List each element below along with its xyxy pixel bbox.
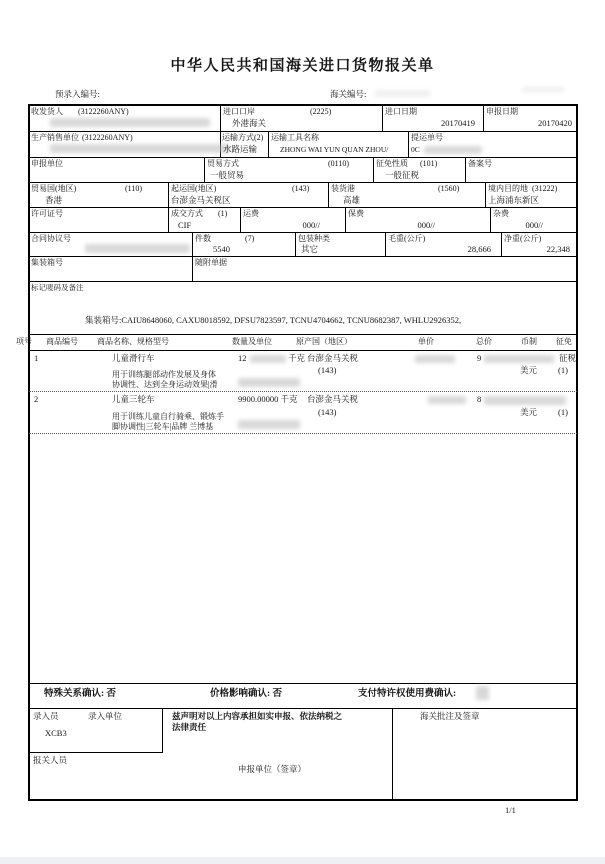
- grid-line: [501, 232, 502, 256]
- item-separator-dotted: [29, 433, 577, 434]
- item1-total-prefix: 9: [477, 353, 482, 363]
- producer-name-redacted: [50, 144, 230, 153]
- item1-unit-price-redacted: [415, 355, 455, 363]
- transaction-mode-label: 成交方式: [171, 209, 203, 218]
- header-mark-redacted: [522, 87, 564, 92]
- bl-no-redacted: [424, 146, 482, 154]
- import-port-code: (2225): [310, 107, 332, 116]
- item2-currency: 美元: [520, 407, 538, 417]
- destination-label: 境内目的地: [488, 184, 528, 193]
- customs-note-signature-label: 海关批注及签章: [420, 711, 480, 721]
- declare-date-label: 申报日期: [486, 107, 518, 116]
- grid-line: [162, 708, 163, 752]
- grid-line: [268, 131, 269, 157]
- producer-label: 生产销售单位: [31, 133, 79, 142]
- item1-desc-line1: 用于训练腿部动作发展及身体: [112, 370, 216, 379]
- trade-mode-label: 贸易方式: [207, 159, 239, 168]
- import-date-label: 进口日期: [385, 107, 417, 116]
- trade-country-label: 贸易国(地区): [31, 184, 77, 193]
- import-port-label: 进口口岸: [223, 107, 255, 116]
- grid-line: [240, 207, 241, 232]
- viewer-bottom-strip: [0, 857, 605, 864]
- bl-no-label: 提运单号: [411, 133, 443, 142]
- col-name-spec: 商品名称、规格型号: [97, 337, 169, 346]
- royalty-payment-confirmation: 支付特许权使用费确认:: [358, 689, 457, 699]
- page-number: 1/1: [505, 805, 516, 815]
- grid-line: [295, 232, 296, 256]
- transaction-mode-value: CIF: [178, 220, 192, 230]
- grid-line: [328, 182, 329, 207]
- grid-line: [29, 281, 577, 282]
- vessel-value: ZHONG WAI YUN QUAN ZHOU/: [280, 145, 389, 154]
- transport-mode-label: 运输方式: [222, 133, 254, 142]
- col-commodity-code: 商品编号: [46, 337, 78, 346]
- item1-levy-code: (1): [558, 365, 568, 375]
- grid-line: [392, 708, 393, 801]
- grid-line: [29, 207, 577, 208]
- customs-no-label: 海关编号:: [330, 89, 367, 99]
- item2-origin-code: (143): [318, 407, 337, 417]
- item1-currency: 美元: [520, 365, 538, 375]
- consignee-code: (3122260ANY): [78, 107, 129, 116]
- item2-desc-line1: 用于训练儿童自行骑乘、锻炼手: [112, 412, 224, 421]
- packing-type-value: 其它: [301, 244, 319, 254]
- declare-unit-label: 申报单位: [31, 159, 63, 168]
- transaction-mode-code: (1): [218, 209, 228, 218]
- insurance-value: 000//: [417, 220, 435, 230]
- departure-country-label: 起运国(地区): [171, 184, 217, 193]
- destination-value: 上海浦东新区: [488, 195, 540, 205]
- import-date-value: 20170419: [441, 118, 475, 128]
- attached-documents-label: 随附单据: [195, 258, 227, 267]
- item1-no: 1: [34, 353, 39, 363]
- container-no-label: 集装箱号: [31, 258, 63, 267]
- transport-mode-code: (2): [254, 133, 264, 142]
- freight-value: 000//: [302, 220, 320, 230]
- packages-label: 件数: [195, 234, 211, 243]
- misc-fee-value: 000//: [525, 220, 543, 230]
- gross-weight-value: 28,666: [467, 244, 491, 254]
- grid-line: [29, 752, 163, 753]
- page-title: 中华人民共和国海关进口货物报关单: [170, 58, 435, 74]
- grid-line: [29, 708, 577, 709]
- col-qty-unit: 数量及单位: [232, 337, 272, 346]
- vessel-label: 运输工具名称: [271, 133, 319, 142]
- col-currency: 币制: [521, 337, 537, 346]
- item2-levy-code: (1): [558, 407, 568, 417]
- grid-line: [385, 232, 386, 256]
- levy-nature-value: 一般征税: [385, 170, 420, 180]
- item2-total-prefix: 8: [477, 394, 482, 404]
- entry-clerk-label: 录入员: [33, 711, 59, 721]
- item1-levy-suffix: 征税: [559, 353, 577, 363]
- grid-line: [29, 131, 577, 132]
- consignee-label: 收发货人: [31, 107, 63, 116]
- grid-line: [373, 157, 374, 182]
- item2-qty2-redacted: [238, 420, 300, 429]
- bl-no-value: 0C: [411, 145, 420, 154]
- container-numbers-line: 集装箱号:CAIU8648060, CAXU8018592, DFSU7823597, TCNU4704662, TCNU8682387, WHLU2926352,: [85, 315, 462, 325]
- item1-qty2-redacted: [238, 378, 300, 387]
- contract-no-redacted: [85, 244, 190, 253]
- trade-country-value: 香港: [45, 195, 63, 205]
- grid-line: [192, 232, 193, 281]
- item1-origin: 台澎金马关税: [307, 353, 359, 363]
- departure-country-value: 台澎金马关税区: [171, 195, 231, 205]
- col-unit-price: 单价: [418, 337, 434, 346]
- gross-weight-label: 毛重(公斤): [388, 234, 426, 243]
- price-influence-confirmation: 价格影响确认: 否: [210, 689, 283, 699]
- declaration-statement-line2: 法律责任: [172, 722, 207, 732]
- record-no-label: 备案号: [468, 159, 492, 168]
- loading-port-label: 装货港: [331, 184, 355, 193]
- item1-qty-prefix: 12: [238, 353, 247, 363]
- declarant-label: 报关人员: [33, 755, 68, 765]
- grid-line: [382, 106, 383, 131]
- marks-remarks-label: 标记唛码及备注: [31, 283, 84, 292]
- levy-nature-code: (101): [420, 159, 438, 168]
- item-separator-dotted: [29, 391, 577, 392]
- contract-no-label: 合同协议号: [31, 234, 71, 243]
- item1-name: 儿童滑行车: [112, 353, 155, 363]
- grid-line: [490, 207, 491, 232]
- item2-origin: 台澎金马关税: [307, 394, 359, 404]
- item2-qty-value: 9900.00000 千克: [238, 394, 298, 404]
- declaration-statement-line1: 兹声明对以上内容承担如实申报、依法纳税之: [172, 711, 343, 721]
- grid-line: [168, 182, 169, 232]
- item1-qty-redacted: [250, 355, 286, 363]
- net-weight-label: 净重(公斤): [504, 234, 542, 243]
- item2-no: 2: [34, 394, 39, 404]
- license-no-label: 许可证号: [31, 209, 63, 218]
- destination-code: (31222): [532, 184, 558, 193]
- item2-name: 儿童三轮车: [112, 394, 155, 404]
- grid-line: [29, 182, 577, 183]
- item1-origin-code: (143): [318, 365, 337, 375]
- col-item-no: 项号: [16, 337, 32, 346]
- loading-port-code: (1560): [438, 184, 460, 193]
- col-levy: 征免: [556, 337, 572, 346]
- transport-mode-value: 水路运输: [223, 144, 258, 154]
- grid-line: [465, 157, 466, 182]
- item2-unit-price-redacted: [428, 396, 466, 404]
- pre-entry-no-label: 预录入编号:: [55, 89, 100, 99]
- trade-mode-value: 一般贸易: [210, 170, 245, 180]
- grid-line: [29, 157, 577, 158]
- grid-line: [29, 683, 577, 684]
- entry-unit-label: 录入单位: [88, 711, 123, 721]
- royalty-answer-redacted: [476, 686, 489, 700]
- declare-date-value: 20170420: [538, 118, 572, 128]
- consignee-name-redacted: [50, 118, 210, 127]
- grid-line: [29, 350, 577, 351]
- grid-line: [485, 182, 486, 207]
- misc-fee-label: 杂费: [493, 209, 509, 218]
- item1-desc-line2: 协调性、达到全身运动效果|滑: [112, 380, 218, 389]
- trade-country-code: (110): [125, 184, 143, 193]
- packages-code: (7): [245, 234, 255, 243]
- item1-qty-unit: 千克: [288, 353, 306, 363]
- producer-code: (3122260ANY): [82, 133, 133, 142]
- departure-country-code: (143): [292, 184, 310, 193]
- grid-line: [29, 334, 577, 335]
- freight-label: 运费: [243, 209, 259, 218]
- special-relation-confirmation: 特殊关系确认: 否: [44, 689, 117, 699]
- grid-line: [408, 131, 409, 157]
- grid-line: [345, 207, 346, 232]
- grid-line: [29, 256, 577, 257]
- customs-no-redacted: [375, 90, 430, 97]
- levy-nature-label: 征免性质: [376, 159, 408, 168]
- item2-total-redacted: [484, 396, 566, 405]
- declare-unit-signature-label: 申报单位（签章）: [238, 764, 307, 774]
- col-origin: 原产国（地区）: [296, 337, 352, 346]
- import-port-value: 外港海关: [232, 118, 267, 128]
- packing-type-label: 包装种类: [298, 234, 330, 243]
- col-total-price: 总价: [476, 337, 492, 346]
- grid-line: [204, 157, 205, 182]
- entry-clerk-value: XCB3: [45, 728, 67, 738]
- grid-line: [483, 106, 484, 131]
- insurance-label: 保费: [348, 209, 364, 218]
- trade-mode-code: (0110): [328, 159, 350, 168]
- net-weight-value: 22,348: [546, 244, 570, 254]
- loading-port-value: 高雄: [343, 195, 361, 205]
- item1-total-redacted: [484, 355, 554, 363]
- item2-desc-line2: 脚协调性|三轮车|品牌 兰博基: [112, 422, 214, 431]
- packages-value: 5540: [213, 244, 230, 254]
- grid-line: [29, 232, 577, 233]
